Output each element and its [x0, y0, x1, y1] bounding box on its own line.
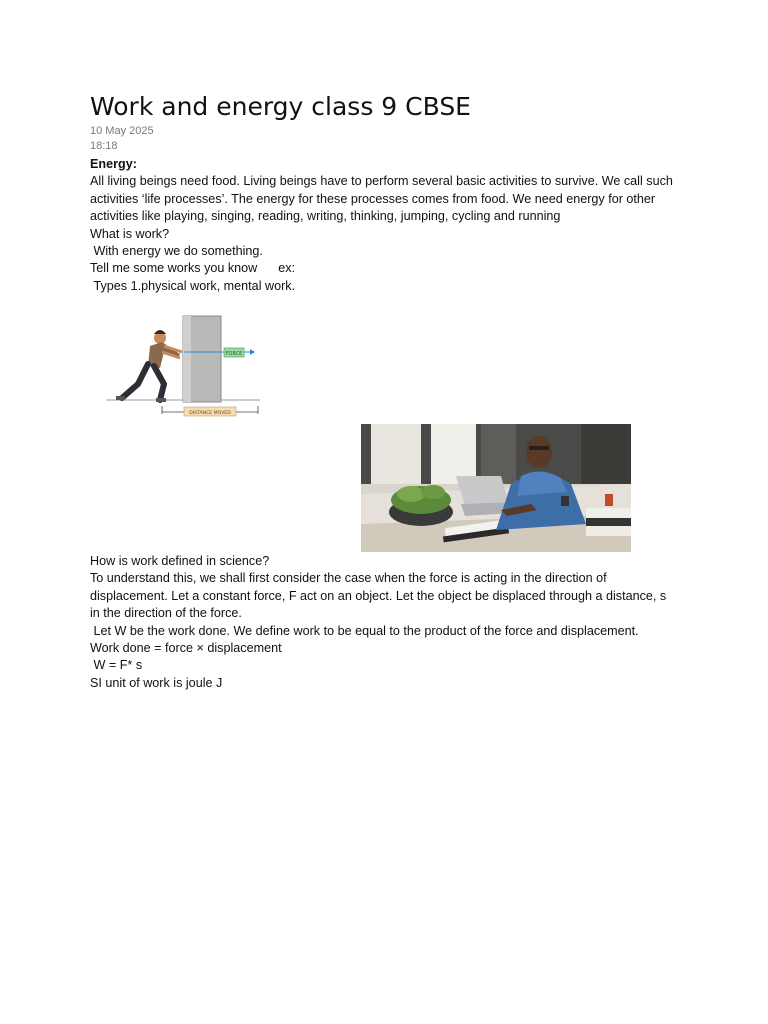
paragraph-line: in the direction of the force.: [90, 606, 242, 621]
paragraph-line: activities ‘life processes’. The energy for these processes comes from food. We need energy for other: [90, 191, 656, 206]
note-time: 18:18: [90, 140, 118, 152]
text-block-intro: [90, 156, 690, 295]
paragraph-line: What is work?: [90, 226, 170, 241]
distance-label: DISTANCE MOVED: [189, 411, 231, 416]
paragraph-line: Types 1.physical work, mental work.: [90, 278, 296, 293]
paragraph-line: How is work defined in science?: [90, 554, 270, 568]
man-at-desk-photo: [361, 424, 631, 552]
note-title: Work and energy class 9 CBSE: [90, 92, 471, 121]
paragraph-line: To understand this, we shall first consider the case when the force is acting in the direction of: [90, 571, 607, 586]
text-block-definition: [90, 553, 690, 692]
energy-heading: Energy:: [90, 157, 137, 171]
note-date: 10 May 2025: [90, 125, 154, 137]
paragraph-line: Work done = force × displacement: [90, 641, 282, 656]
paragraph-line: activities like playing, singing, reading, writing, thinking, jumping, cycling and running: [90, 209, 561, 224]
force-label: FORCE: [225, 351, 243, 357]
pushing-block-illustration: [104, 312, 264, 430]
paragraph-line: displacement. Let a constant force, F act on an object. Let the object be displaced through a distance, s: [90, 588, 667, 603]
paragraph-line: All living beings need food. Living beings have to perform several basic activities to survive. We call such: [90, 174, 673, 189]
paragraph-line: With energy we do something.: [90, 244, 263, 259]
paragraph-line: Let W be the work done. We define work to be equal to the product of the force and displacement.: [90, 623, 639, 638]
paragraph-line: Tell me some works you know ex:: [90, 261, 296, 276]
paragraph-line: W = F* s: [90, 658, 143, 673]
paragraph-line: SI unit of work is joule J: [90, 675, 223, 690]
